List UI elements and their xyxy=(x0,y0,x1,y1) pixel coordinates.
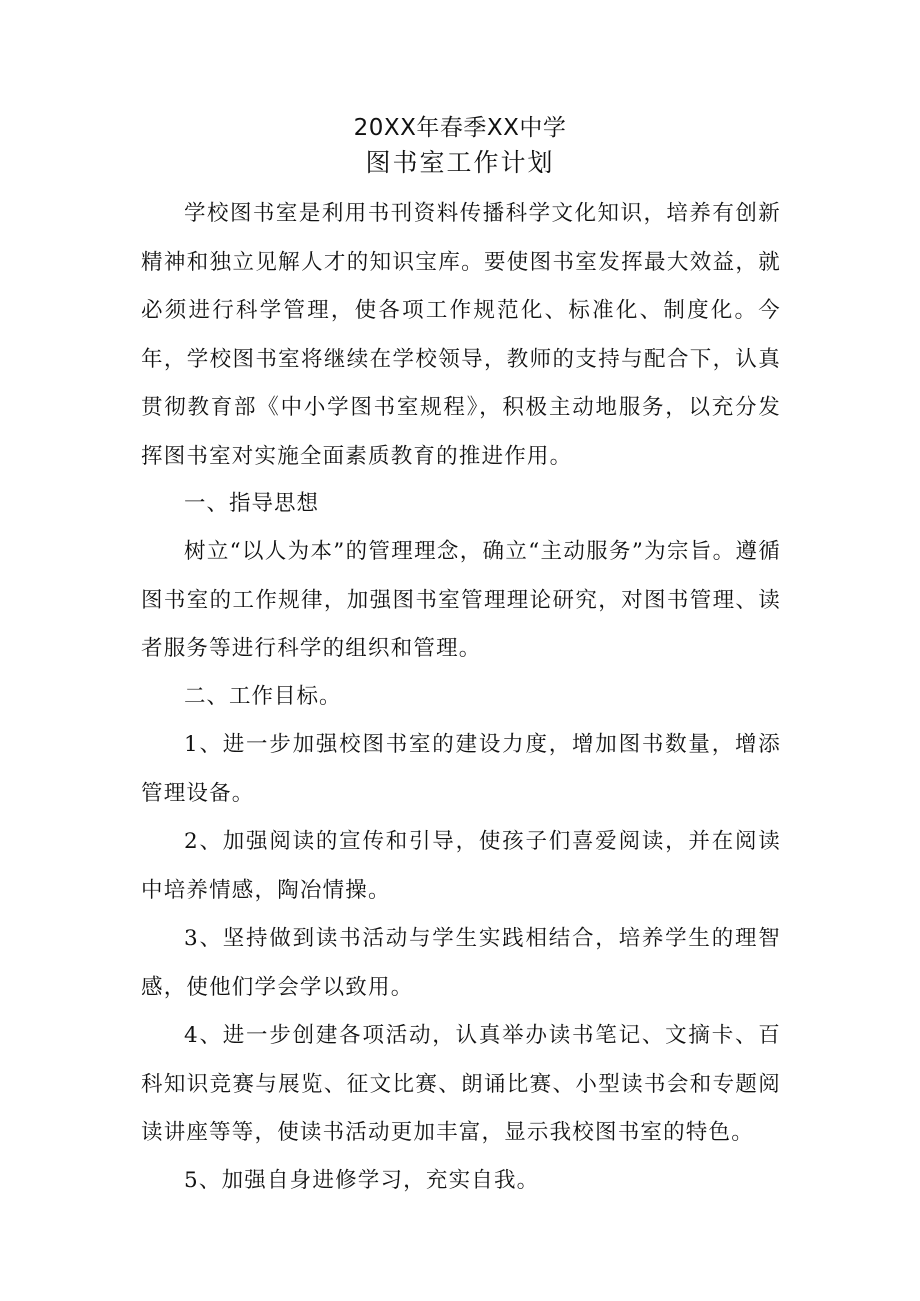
document-title-line1: 20XX年春季XX中学 xyxy=(353,115,567,141)
section1-heading: 一、指导思想 xyxy=(184,491,320,516)
document-title-line2: 图书室工作计划 xyxy=(365,148,555,177)
section1-paragraph: 树立“以人为本”的管理理念，确立“主动服务”为宗旨。遵循图书室的工作规律，加强图书室管理理论研究，对图书管理、读者服务等进行科学的组织和管理。 xyxy=(141,539,781,661)
section2-heading: 二、工作目标。 xyxy=(184,684,342,709)
goal-item-1: 1、进一步加强校图书室的建设力度，增加图书数量，增添管理设备。 xyxy=(141,732,781,806)
intro-paragraph: 学校图书室是利用书刊资料传播科学文化知识，培养有创新精神和独立见解人才的知识宝库。要使图书室发挥最大效益，就必须进行科学管理，使各项工作规范化、标准化、制度化。今年，学校图书室将继续在学校领导，教师的支持与配合下，认真贯彻教育部《中小学图书室规程》，积极主动地服务，以充分发挥图书室对实施全面素质教育的推进作用。 xyxy=(141,201,781,469)
goal-item-2: 2、加强阅读的宣传和引导，使孩子们喜爱阅读，并在阅读中培养情感，陶冶情操。 xyxy=(141,829,781,903)
goal-item-3: 3、坚持做到读书活动与学生实践相结合，培养学生的理智感，使他们学会学以致用。 xyxy=(141,926,781,1000)
goal-item-5: 5、加强自身进修学习，充实自我。 xyxy=(184,1168,540,1193)
goal-item-4: 4、进一步创建各项活动，认真举办读书笔记、文摘卡、百科知识竞赛与展览、征文比赛、朗诵比赛、小型读书会和专题阅读讲座等等，使读书活动更加丰富，显示我校图书室的特色。 xyxy=(141,1023,781,1145)
